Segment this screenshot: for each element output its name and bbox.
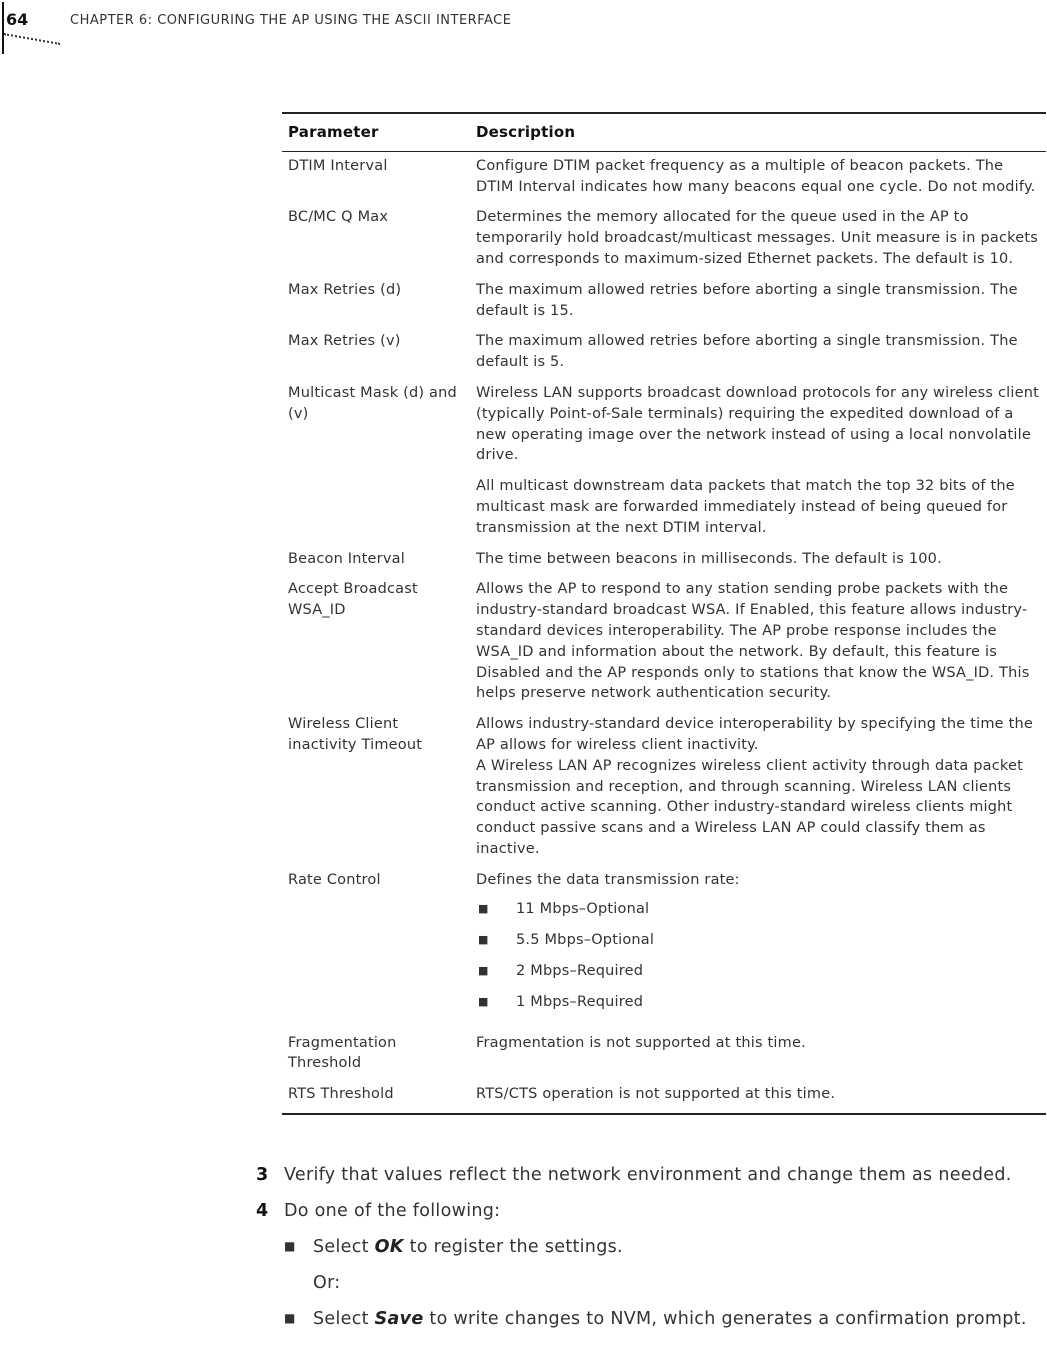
param-name: RTS Threshold [282, 1080, 470, 1114]
option-ok [256, 1237, 1046, 1273]
option-suffix: to register the settings. [403, 1237, 623, 1257]
param-description [470, 151, 1046, 203]
param-name: Wireless Client inactivity Timeout [288, 716, 423, 753]
param-description [470, 203, 1046, 275]
param-name: Fragmentation Threshold [288, 1034, 397, 1072]
step-number: 3 [256, 1165, 269, 1185]
option-prefix: Select [313, 1237, 375, 1257]
param-description [470, 327, 1046, 379]
rate-text: 5.5 Mbps–Optional [516, 931, 655, 948]
rate-text: 2 Mbps–Required [516, 962, 644, 979]
param-name: BC/MC Q Max [288, 209, 389, 226]
square-bullet-icon: ■ [478, 963, 489, 977]
column-header-description: Description [470, 113, 1046, 151]
param-name: DTIM Interval [288, 157, 388, 174]
param-description [470, 379, 1046, 545]
square-bullet-icon: ■ [284, 1311, 296, 1325]
param-description [470, 866, 1046, 1029]
param-name: Rate Control [288, 871, 381, 888]
list-item [476, 961, 1040, 992]
step-3 [256, 1165, 1046, 1201]
table-row [282, 276, 1046, 328]
param-name: Beacon Interval [288, 550, 405, 567]
dotted-ornament [4, 33, 60, 55]
step-4 [256, 1201, 1046, 1237]
param-description [470, 276, 1046, 328]
description-text: The time between beacons in milliseconds. The default is 100. [476, 550, 942, 567]
table-header-row [282, 113, 1046, 151]
table-row [282, 710, 1046, 866]
square-bullet-icon: ■ [478, 901, 489, 915]
or-separator [256, 1273, 1046, 1309]
page-number: 64 [6, 10, 29, 29]
ok-keyword: OK [374, 1237, 404, 1257]
param-description [470, 545, 1046, 576]
param-description [470, 575, 1046, 710]
table-row [282, 151, 1046, 203]
description-text: A Wireless LAN AP recognizes wireless client activity through data packet transmission and reception, and through scanning. Wireless LAN clients conduct active scanning. Other industry-standard wireless clients might conduct passive scans and a Wireless LAN AP could classify them as inactive. [476, 757, 1024, 857]
rate-text: 11 Mbps–Optional [516, 900, 650, 917]
description-text: All multicast downstream data packets that match the top 32 bits of the multicast mask are forwarded immediately instead of being queued for transmission at the next DTIM interval. [476, 478, 1015, 536]
square-bullet-icon: ■ [478, 932, 489, 946]
param-name: Max Retries (d) [288, 281, 402, 298]
table-row [282, 379, 1046, 545]
corner-rule [2, 2, 4, 54]
description-text: Allows the AP to respond to any station sending probe packets with the industry-standard broadcast WSA. If Enabled, this feature allows industry-standard devices interoperability. The AP probe response includes the WSA_ID and information about the network. By default, this feature is Disabled and the AP responds only to stations that know the WSA_ID. This helps preserve network authentication security. [476, 581, 1030, 702]
procedure-steps [256, 1165, 1046, 1345]
description-text: Fragmentation is not supported at this time. [476, 1034, 806, 1051]
chapter-title: CHAPTER 6: CONFIGURING THE AP USING THE ASCII INTERFACE [70, 13, 512, 28]
description-text: Allows industry-standard device interoperability by specifying the time the AP allows for wireless client inactivity. [476, 716, 1033, 753]
param-name: Multicast Mask (d) and (v) [288, 384, 457, 422]
description-text: Defines the data transmission rate: [476, 871, 740, 888]
table-row [282, 545, 1046, 576]
description-text: Wireless LAN supports broadcast download protocols for any wireless client (typically Point-of-Sale terminals) requiring the expedited download of a new operating image over the network instead of using a local nonvolatile drive. [476, 384, 1040, 464]
square-bullet-icon: ■ [478, 994, 489, 1008]
param-name: Accept Broadcast WSA_ID [288, 581, 418, 619]
description-text: Configure DTIM packet frequency as a multiple of beacon packets. The DTIM Interval indicates how many beacons equal one cycle. Do not modify. [476, 157, 1036, 195]
table-row [282, 1029, 1046, 1081]
save-keyword: Save [374, 1309, 424, 1329]
step-text: Do one of the following: [284, 1201, 501, 1221]
parameter-table [282, 112, 1046, 1115]
rate-text: 1 Mbps–Required [516, 993, 644, 1010]
option-prefix: Select [313, 1309, 375, 1329]
table-row [282, 866, 1046, 1029]
list-item [476, 930, 1040, 961]
column-header-parameter: Parameter [282, 113, 470, 151]
description-text: RTS/CTS operation is not supported at this time. [476, 1086, 836, 1103]
or-text: Or: [313, 1273, 341, 1293]
param-description [470, 710, 1046, 866]
description-text: The maximum allowed retries before aborting a single transmission. The default is 15. [476, 281, 1018, 319]
option-save [256, 1309, 1046, 1345]
list-item [476, 899, 1040, 930]
rate-list [476, 899, 1040, 1023]
step-number: 4 [256, 1201, 269, 1221]
table-row [282, 575, 1046, 710]
page-header [0, 0, 1047, 60]
square-bullet-icon: ■ [284, 1239, 296, 1253]
table-row [282, 1080, 1046, 1114]
table-row [282, 203, 1046, 275]
param-description [470, 1029, 1046, 1081]
description-text: Determines the memory allocated for the queue used in the AP to temporarily hold broadcast/multicast messages. Unit measure is in packets and corresponds to maximum-sized Ethernet packets. The default is 10. [476, 209, 1038, 267]
step-text: Verify that values reflect the network environment and change them as needed. [284, 1165, 1012, 1185]
table-row [282, 327, 1046, 379]
description-text: The maximum allowed retries before aborting a single transmission. The default is 5. [476, 333, 1018, 371]
option-suffix: to write changes to NVM, which generates a confirmation prompt. [423, 1309, 1027, 1329]
param-name: Max Retries (v) [288, 333, 401, 350]
param-description [470, 1080, 1046, 1114]
list-item [476, 992, 1040, 1023]
